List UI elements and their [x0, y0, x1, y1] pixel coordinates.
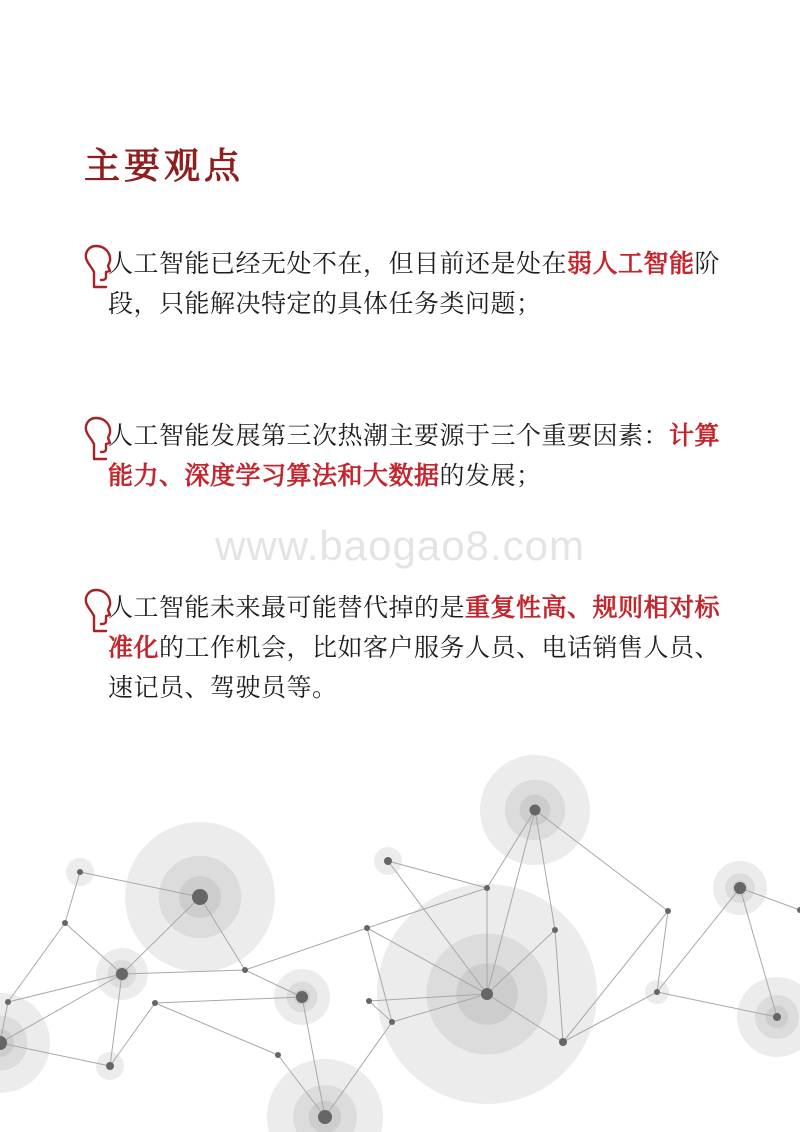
page-title: 主要观点: [84, 146, 245, 187]
network-node: [734, 882, 746, 894]
network-node: [665, 908, 671, 914]
highlight-text: 重复性高、规则相对标准化: [108, 593, 721, 662]
network-node: [481, 988, 493, 1000]
head-profile-icon: [82, 244, 112, 296]
text-segment: 阶段，只能解决特定的具体任务类问题；: [108, 249, 721, 318]
text-segment: 人工智能已经无处不在，但目前还是处在: [108, 249, 568, 278]
highlight-text: 弱人工智能: [567, 249, 695, 278]
decorative-network-graphic: [0, 740, 800, 1132]
network-link: [65, 923, 122, 974]
network-halos: [0, 755, 800, 1132]
head-profile-icon: [82, 588, 112, 640]
text-segment: 人工智能未来最可能替代掉的是: [108, 593, 466, 622]
network-link: [388, 861, 487, 888]
network-node: [484, 885, 490, 891]
highlight-text: 计算能力、深度学习算法和大数据: [108, 421, 721, 490]
network-node: [773, 1013, 781, 1021]
key-point-3: [82, 588, 742, 708]
network-node: [192, 889, 208, 905]
network-node: [62, 920, 68, 926]
network-node: [77, 869, 83, 875]
key-point-text: [108, 244, 742, 324]
text-segment: 人工智能发展第三次热潮主要源于三个重要因素：: [108, 421, 670, 450]
network-node: [116, 968, 128, 980]
network-node: [296, 991, 308, 1003]
network-node: [318, 1110, 332, 1124]
network-node: [384, 857, 392, 865]
network-node: [152, 1000, 158, 1006]
network-node: [275, 1052, 281, 1058]
text-segment: 的工作机会，比如客户服务人员、电话销售人员、速记员、驾驶员等。: [108, 633, 721, 702]
network-link: [155, 1003, 278, 1055]
text-segment: 的发展；: [439, 461, 542, 490]
head-profile-icon: [82, 416, 112, 468]
network-link: [657, 888, 740, 992]
network-node: [106, 1062, 114, 1070]
key-point-text: [108, 416, 742, 496]
network-node: [559, 1038, 567, 1046]
key-point-1: [82, 244, 742, 324]
watermark: www.baogao8.com: [215, 522, 585, 569]
network-node: [552, 927, 558, 933]
network-node: [366, 998, 372, 1004]
network-node: [654, 989, 660, 995]
network-node: [5, 999, 11, 1005]
network-node: [364, 925, 370, 931]
network-node: [242, 967, 248, 973]
key-point-2: [82, 416, 742, 496]
key-point-text: [108, 588, 742, 708]
network-node: [530, 805, 541, 816]
network-node: [389, 1019, 395, 1025]
